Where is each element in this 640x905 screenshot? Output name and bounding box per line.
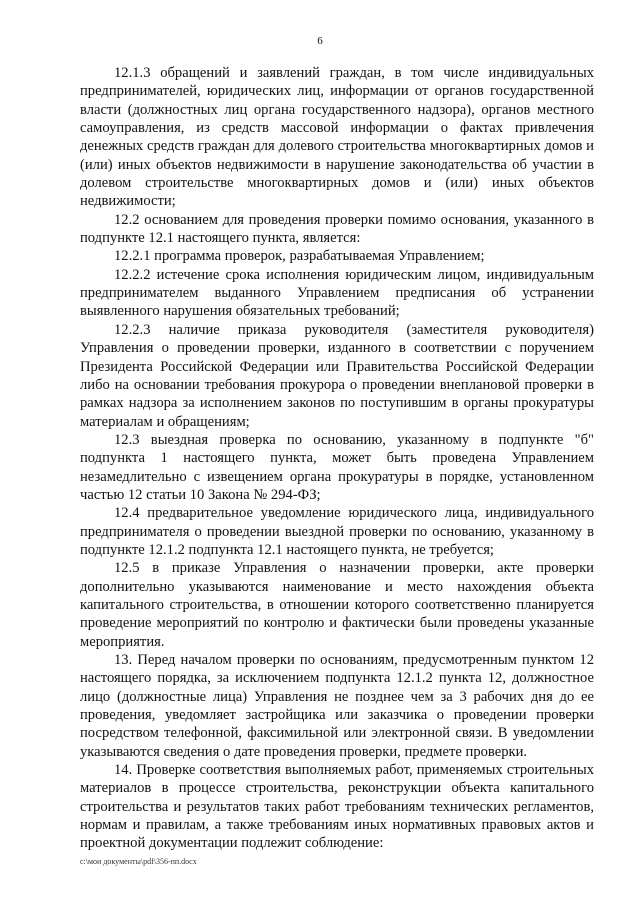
paragraph-12-2-3: 12.2.3 наличие приказа руководителя (заместителя руководителя) Управления о проведении проверки, изданного в соответствии с поручением Президента Российской Федерации или Правительства Российской Федерации либо на основании требования прокурора о проведении внеплановой проверки в рамках надзора за исполнением законов по поступившим в органы прокуратуры материалам и обращениям; bbox=[80, 321, 594, 430]
paragraph-12-3: 12.3 выездная проверка по основанию, указанному в подпункте "б" подпункта 1 настоящего пункта, может быть проведена Управлением незамедлительно с извещением органа прокуратуры в порядке, установленном частью 12 статьи 10 Закона № 294-ФЗ; bbox=[80, 431, 594, 503]
paragraph-14: 14. Проверке соответствия выполняемых работ, применяемых строительных материалов в процессе строительства, реконструкции объекта капитального строительства и результатов таких работ требованиям технических регламентов, нормам и правилам, а также требованиям иных нормативных правовых актов и проектной документации подлежит соблюдение: bbox=[80, 762, 594, 852]
document-body bbox=[80, 64, 594, 853]
paragraph-12-5: 12.5 в приказе Управления о назначении проверки, акте проверки дополнительно указываются наименование и место нахождения объекта капитального строительства, в отношении которого соответственно планируется проведение мероприятий по контролю и фактически были проведены указанные мероприятия. bbox=[80, 560, 594, 650]
paragraph-12-2: 12.2 основанием для проведения проверки помимо основания, указанного в подпункте 12.1 настоящего пункта, является: bbox=[80, 211, 594, 247]
footer-file-path: c:\мои документы\pdf\356-пп.docx bbox=[80, 857, 197, 866]
paragraph-12-1-3: 12.1.3 обращений и заявлений граждан, в том числе индивидуальных предпринимателей, юридических лиц, информации от органов государственной власти (должностных лиц органа государственного надзора), органов местного самоуправления, из средств массовой информации о фактах привлечения денежных средств граждан для долевого строительства многоквартирных домов и (или) иных объектов недвижимости в нарушение законодательства об участии в долевом строительстве многоквартирных домов и (или) иных объектов недвижимости; bbox=[80, 65, 594, 210]
paragraph-13: 13. Перед началом проверки по основаниям, предусмотренным пунктом 12 настоящего порядка, за исключением подпункта 12.1.2 пункта 12, должностное лицо (должностные лица) Управления не позднее чем за 3 рабочих дня до ее проведения, уведомляет застройщика или заказчика о проведении проверки посредством телефонной, факсимильной или электронной связи. В уведомлении указываются сведения о дате проведения проверки, предмете проверки. bbox=[80, 652, 594, 760]
paragraph-12-2-2: 12.2.2 истечение срока исполнения юридическим лицом, индивидуальным предпринимателем выданного Управлением предписания об устранении выявленного нарушения обязательных требований; bbox=[80, 266, 594, 320]
page-number: 6 bbox=[317, 35, 323, 47]
paragraph-12-4: 12.4 предварительное уведомление юридического лица, индивидуального предпринимателя о проведении выездной проверки по основанию, указанному в подпункте 12.1.2 подпункта 12.1 настоящего пункта, не требуется; bbox=[80, 505, 594, 558]
paragraph-12-2-1: 12.2.1 программа проверок, разрабатываемая Управлением; bbox=[114, 248, 485, 265]
